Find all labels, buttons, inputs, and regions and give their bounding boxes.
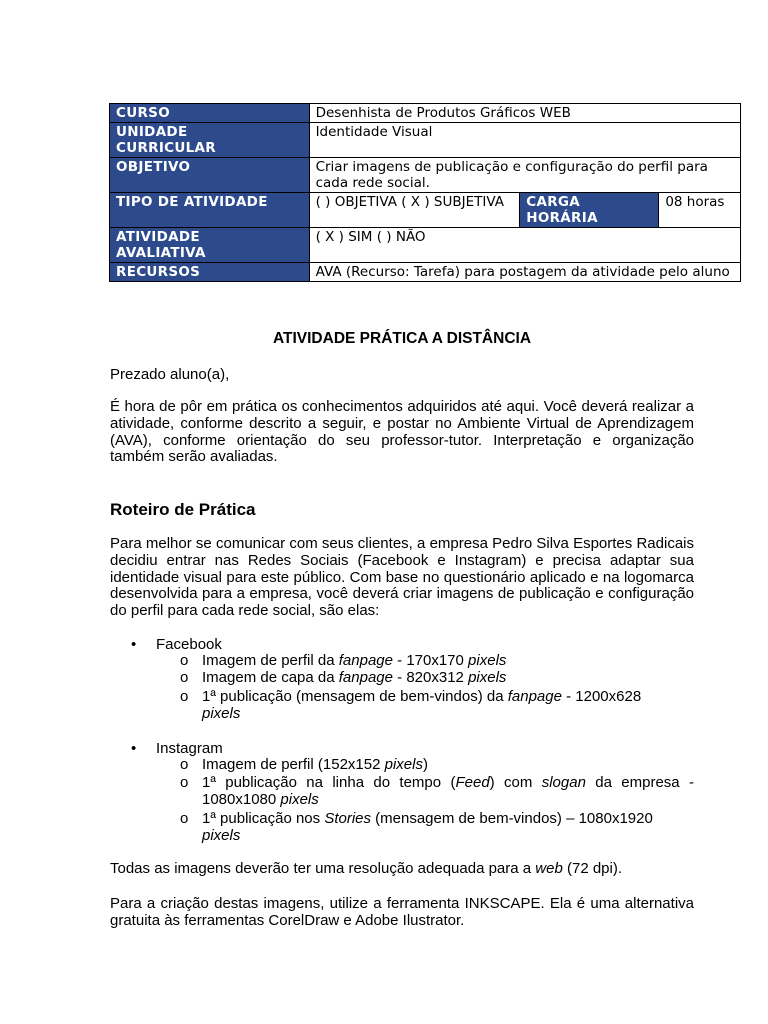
instagram-item-1-text	[202, 757, 694, 774]
value-unidade: Identidade Visual	[309, 123, 740, 158]
label-carga-2: HORÁRIA	[526, 210, 598, 226]
value-curso: Desenhista de Produtos Gráficos WEB	[309, 104, 740, 123]
inkscape-paragraph: Para a criação destas imagens, utilize a ferramenta INKSCAPE. Ela é uma alternativa gratuita às ferramentas CorelDraw e Adobe Ilustrator.	[110, 895, 694, 929]
label-tipo: TIPO DE ATIVIDADE	[110, 193, 310, 228]
text-run-italic: pixels	[384, 756, 423, 773]
label-unidade-2: CURRICULAR	[116, 140, 216, 156]
label-avaliativa-2: AVALIATIVA	[116, 245, 206, 261]
text-run: - 820x312	[393, 669, 469, 686]
facebook-item-3	[180, 689, 694, 723]
bullet-facebook	[131, 636, 222, 653]
bullet-marker: •	[131, 740, 137, 757]
label-avaliativa	[110, 228, 310, 263]
instagram-item-2	[180, 775, 694, 809]
value-carga: 08 horas	[659, 193, 741, 228]
label-unidade	[110, 123, 310, 158]
facebook-item-2-text	[202, 670, 694, 687]
text-run: 1ª publicação na linha do tempo (	[202, 774, 456, 791]
sub-marker: o	[180, 774, 189, 791]
text-run-italic: pixels	[468, 669, 507, 686]
text-run: 1ª publicação nos	[202, 810, 325, 827]
intro-paragraph: É hora de pôr em prática os conhecimentos adquiridos até aqui. Você deverá realizar a atividade, conforme descrito a seguir, e postar no Ambiente Virtual de Aprendizagem (AVA), conforme orientação do seu professor-tutor. Interpretação e organização também serão avaliadas.	[110, 398, 694, 466]
text-run: )	[422, 756, 428, 773]
bullet-label-instagram: Instagram	[156, 740, 223, 757]
roteiro-paragraph: Para melhor se comunicar com seus clientes, a empresa Pedro Silva Esportes Radicais decidiu entrar nas Redes Sociais (Facebook e Instagram) e precisa adaptar sua identidade visual para este público. Com base no questionário aplicado e na logomarca desenvolvida para a empresa, você deverá criar imagens de publicação e configuração do perfil para cada rede social, são elas:	[110, 535, 694, 620]
label-objetivo: OBJETIVO	[110, 158, 310, 193]
text-run: (mensagem de bem-vindos) – 1080x1920	[371, 810, 653, 827]
row-objetivo	[110, 158, 741, 193]
bullet-label-facebook: Facebook	[156, 636, 222, 653]
text-run-italic: pixels	[468, 652, 507, 669]
label-unidade-1: UNIDADE	[116, 124, 188, 140]
text-run-italic: fanpage	[338, 652, 393, 669]
text-run: Imagem de perfil da	[202, 652, 339, 669]
page-title: ATIVIDADE PRÁTICA A DISTÂNCIA	[272, 330, 532, 347]
greeting: Prezado aluno(a),	[110, 366, 230, 383]
text-run-italic: Feed	[455, 774, 490, 791]
row-curso	[110, 104, 741, 123]
text-run-italic: pixels	[280, 790, 319, 808]
instagram-item-2-text	[202, 775, 694, 809]
text-run-italic: fanpage	[507, 688, 562, 705]
text-run-italic: web	[535, 860, 563, 877]
label-carga	[520, 193, 659, 228]
text-run: - 170x170	[392, 652, 469, 669]
text-run: 1ª publicação (mensagem de bem-vindos) da	[202, 688, 508, 705]
text-run: ) com	[489, 774, 542, 791]
sub-marker: o	[180, 756, 189, 773]
instagram-item-3-text	[202, 811, 694, 845]
facebook-item-2	[180, 670, 694, 687]
row-unidade	[110, 123, 741, 158]
instagram-item-1	[180, 757, 694, 774]
resolucao-paragraph	[110, 861, 694, 878]
row-recursos	[110, 263, 741, 282]
sub-marker: o	[180, 669, 189, 686]
section-title: Roteiro de Prática	[110, 500, 256, 519]
sub-marker: o	[180, 810, 189, 827]
sub-marker: o	[180, 652, 189, 669]
text-run: Imagem de perfil (152x152	[202, 756, 385, 773]
bullet-marker: •	[131, 636, 137, 653]
sub-marker: o	[180, 688, 189, 705]
label-avaliativa-1: ATIVIDADE	[116, 229, 200, 245]
instagram-item-3	[180, 811, 694, 845]
value-avaliativa: ( X ) SIM ( ) NÃO	[309, 228, 740, 263]
label-curso: CURSO	[110, 104, 310, 123]
facebook-item-1	[180, 653, 694, 670]
label-carga-1: CARGA	[526, 194, 581, 210]
value-objetivo: Criar imagens de publicação e configuração do perfil para cada rede social.	[309, 158, 740, 193]
text-run-italic: Stories	[324, 810, 371, 827]
value-recursos: AVA (Recurso: Tarefa) para postagem da atividade pelo aluno	[309, 263, 740, 282]
text-run-italic: fanpage	[338, 669, 393, 686]
text-run: Todas as imagens deverão ter uma resolução adequada para a	[110, 860, 536, 877]
text-run: Imagem de capa da	[202, 669, 339, 686]
row-tipo	[110, 193, 741, 228]
text-run: da empresa - 1080x1080	[202, 774, 694, 808]
text-run-italic: slogan	[541, 774, 586, 791]
text-run-italic: pixels	[202, 826, 241, 844]
bullet-instagram	[131, 740, 223, 757]
row-avaliativa	[110, 228, 741, 263]
text-run-italic: pixels	[202, 704, 241, 722]
label-recursos: RECURSOS	[110, 263, 310, 282]
value-tipo: ( ) OBJETIVA ( X ) SUBJETIVA	[309, 193, 520, 228]
facebook-item-3-text	[202, 689, 694, 723]
info-table	[109, 103, 741, 282]
text-run: - 1200x628	[561, 688, 642, 705]
facebook-item-1-text	[202, 653, 694, 670]
text-run: (72 dpi).	[562, 860, 623, 877]
